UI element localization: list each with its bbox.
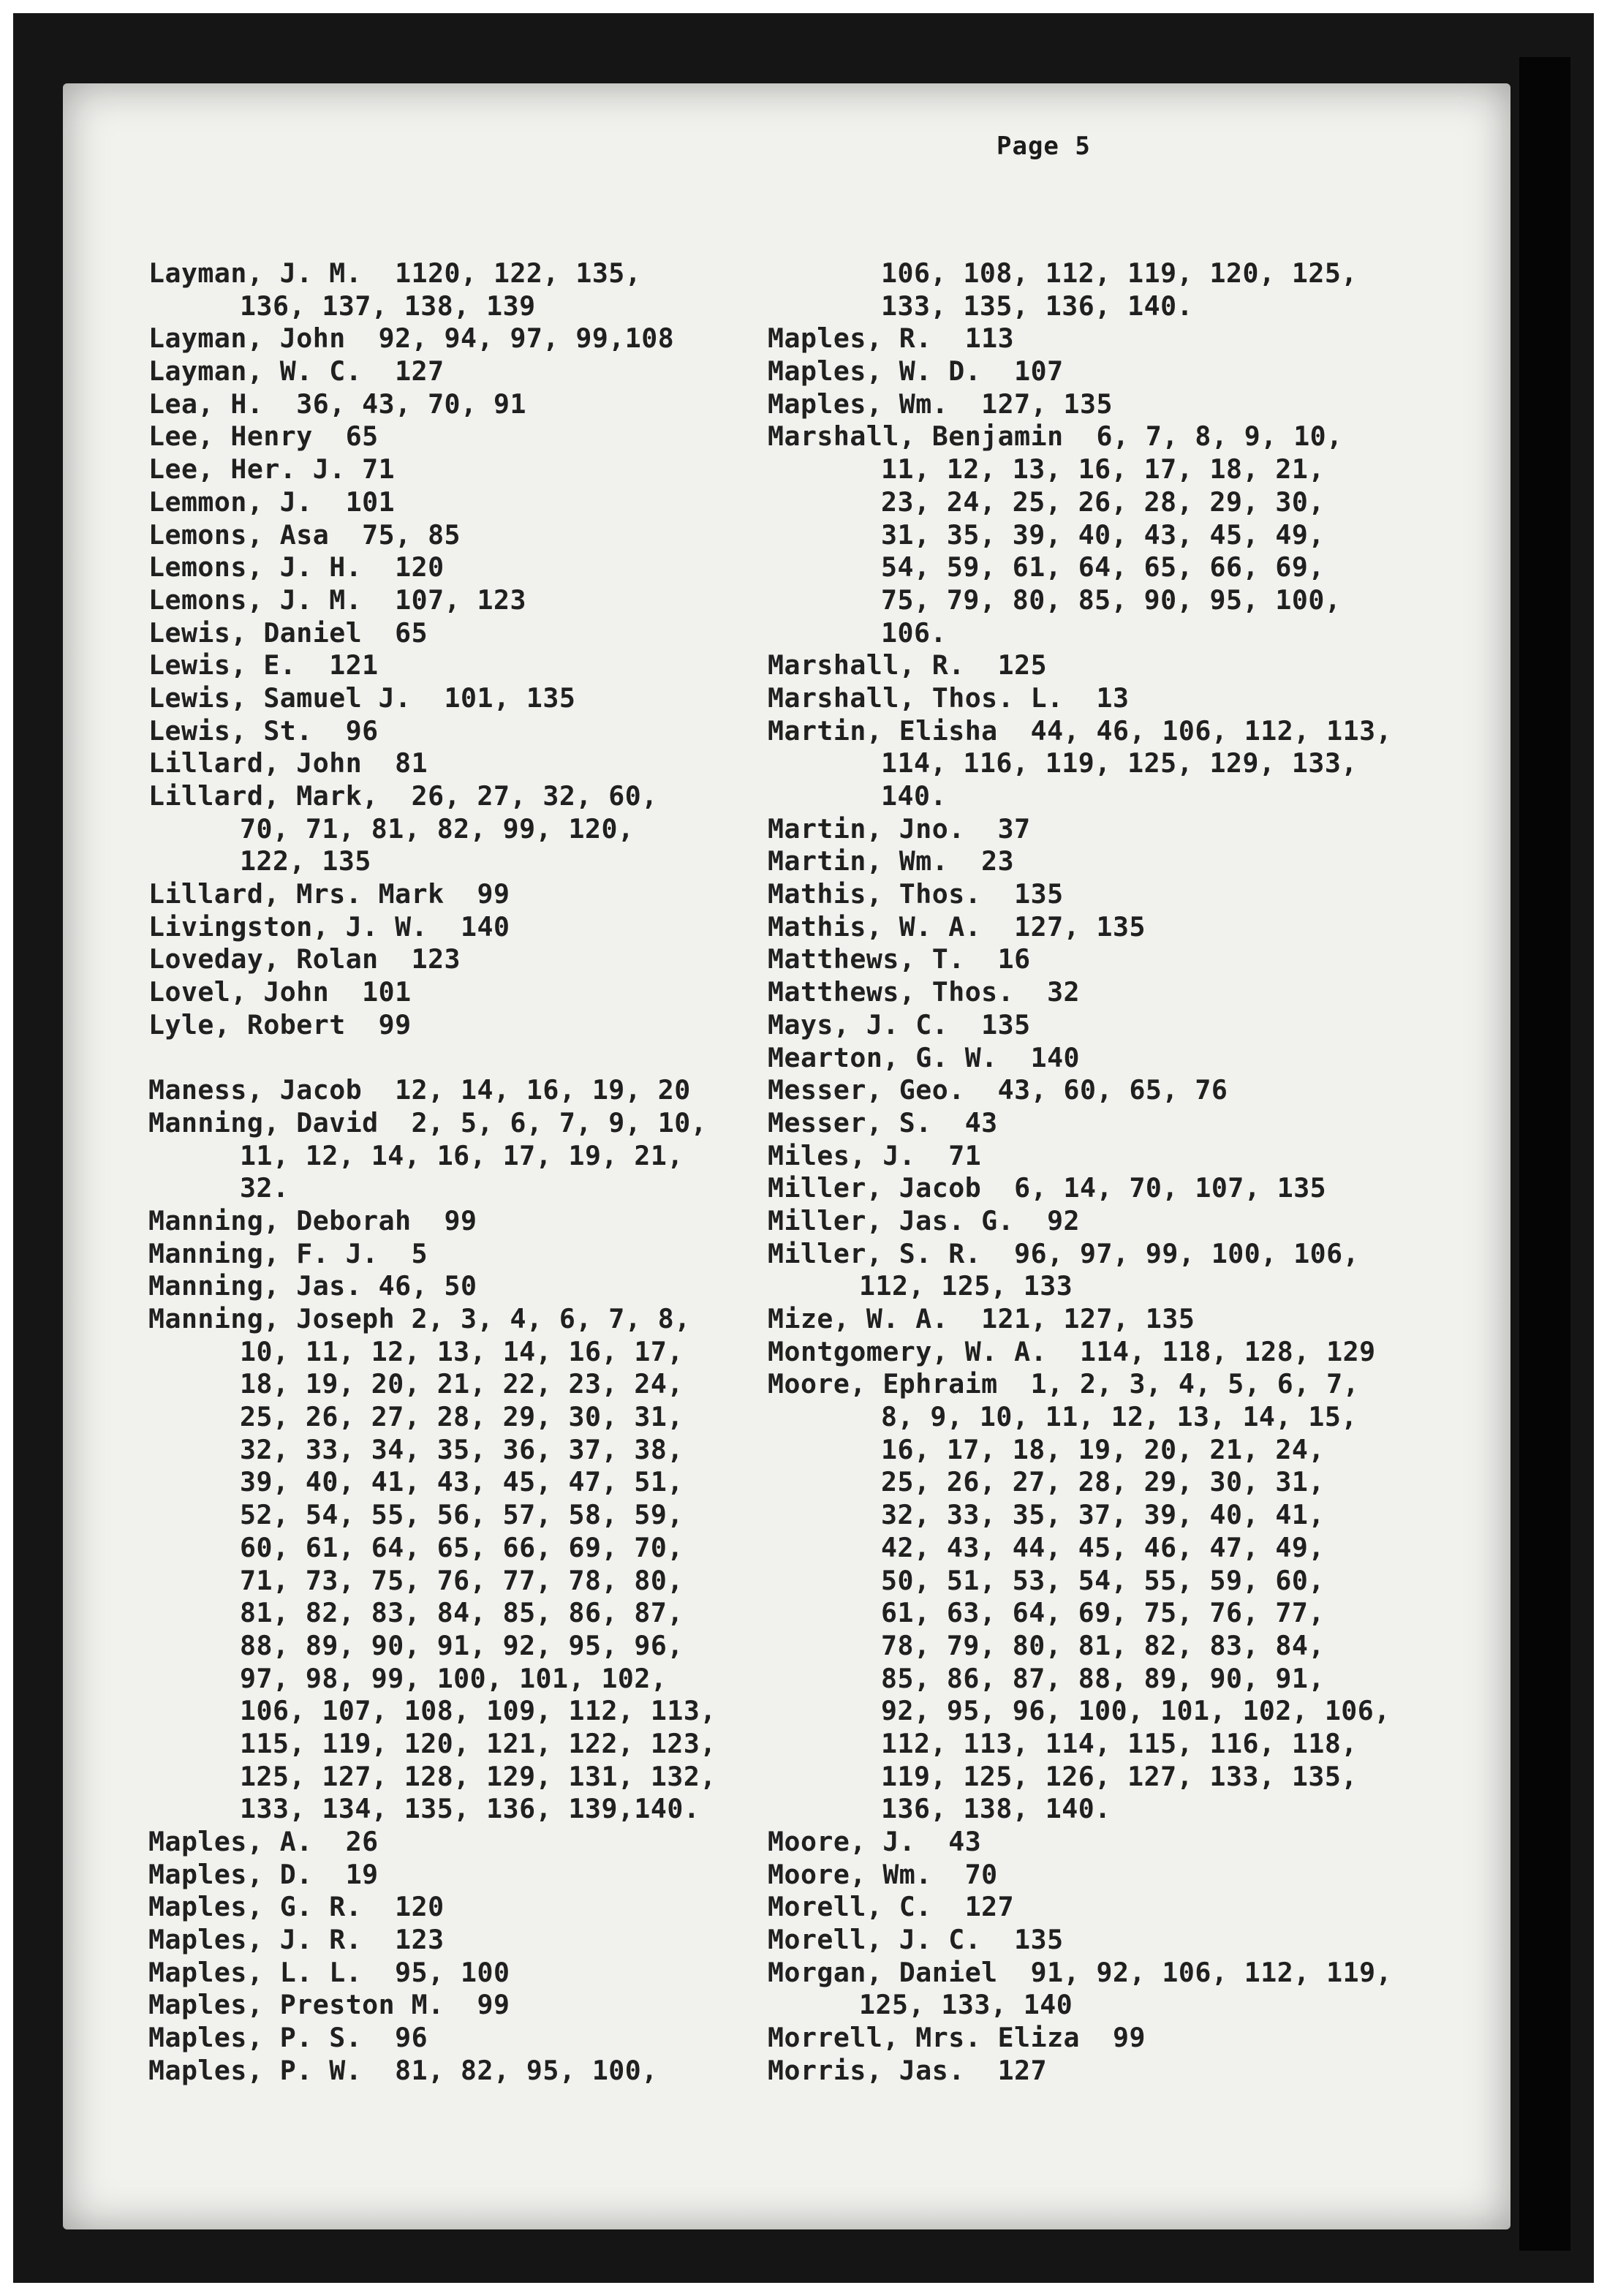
index-entry: Lillard, Mark, 26, 27, 32, 60, [148,780,658,812]
index-entry: Maples, P. W. 81, 82, 95, 100, [148,2054,658,2086]
index-entry: Maness, Jacob 12, 14, 16, 19, 20 [148,1074,691,1106]
index-entry: Layman, W. C. 127 [148,355,445,388]
index-continuation-line: 11, 12, 13, 16, 17, 18, 21, [881,453,1325,486]
index-entry: Moore, Wm. 70 [768,1858,998,1890]
index-continuation-line: 106, 108, 112, 119, 120, 125, [881,257,1358,289]
index-continuation-line: 81, 82, 83, 84, 85, 86, 87, [240,1597,684,1629]
index-continuation-line: 115, 119, 120, 121, 122, 123, [240,1727,716,1759]
index-entry: Manning, F. J. 5 [148,1237,428,1269]
index-continuation-line: 32, 33, 34, 35, 36, 37, 38, [240,1433,684,1465]
index-column-right [768,257,1392,2088]
index-continuation-line: 70, 71, 81, 82, 99, 120, [240,812,635,845]
index-entry: Matthews, T. 16 [768,943,1031,975]
index-continuation-line: 122, 135 [240,845,371,877]
scan-edge-shadow [1519,57,1570,2251]
index-entry: Miller, Jacob 6, 14, 70, 107, 135 [768,1172,1327,1204]
index-entry: Mearton, G. W. 140 [768,1041,1081,1073]
index-entry: Layman, John 92, 94, 97, 99,108 [148,322,675,355]
index-entry: Morgan, Daniel 91, 92, 106, 112, 119, [768,1956,1393,1988]
index-entry: Lovel, John 101 [148,976,412,1008]
index-entry: Martin, Wm. 23 [768,845,1015,877]
index-entry: Maples, L. L. 95, 100 [148,1956,510,1988]
index-continuation-line: 23, 24, 25, 26, 28, 29, 30, [881,486,1325,518]
index-continuation-line: 92, 95, 96, 100, 101, 102, 106, [881,1695,1391,1727]
index-entry: Moore, Ephraim 1, 2, 3, 4, 5, 6, 7, [768,1368,1360,1400]
index-entry: Layman, J. M. 1120, 122, 135, [148,257,642,289]
index-entry: Miller, Jas. G. 92 [768,1204,1081,1236]
index-continuation-line: 50, 51, 53, 54, 55, 59, 60, [881,1564,1325,1596]
index-continuation-line: 112, 125, 133 [859,1270,1073,1302]
index-continuation-line: 125, 133, 140 [859,1989,1073,2021]
index-entry: Lemons, J. H. 120 [148,551,445,584]
index-entry: Maples, Preston M. 99 [148,1989,510,2021]
index-continuation-line: 60, 61, 64, 65, 66, 69, 70, [240,1531,684,1563]
index-continuation-line: 119, 125, 126, 127, 133, 135, [881,1760,1358,1792]
index-entry: Marshall, Thos. L. 13 [768,681,1130,714]
scan-frame [13,13,1594,2283]
index-continuation-line: 114, 116, 119, 125, 129, 133, [881,747,1358,779]
index-continuation-line: 88, 89, 90, 91, 92, 95, 96, [240,1629,684,1661]
index-continuation-line: 16, 17, 18, 19, 20, 21, 24, [881,1433,1325,1465]
index-continuation-line: 106, 107, 108, 109, 112, 113, [240,1695,716,1727]
index-entry: Lewis, Daniel 65 [148,616,428,649]
index-entry: Morris, Jas. 127 [768,2054,1048,2086]
index-entry: Maples, D. 19 [148,1858,379,1890]
index-continuation-line: 136, 137, 138, 139 [240,290,536,322]
index-entry: Manning, David 2, 5, 6, 7, 9, 10, [148,1106,708,1138]
index-continuation-line: 106. [881,616,947,649]
index-entry: Maples, Wm. 127, 135 [768,388,1113,420]
index-entry: Lyle, Robert 99 [148,1008,412,1041]
index-continuation-line: 42, 43, 44, 45, 46, 47, 49, [881,1531,1325,1563]
index-continuation-line: 31, 35, 39, 40, 43, 45, 49, [881,518,1325,551]
index-entry: Maples, W. D. 107 [768,355,1064,388]
index-continuation-line: 25, 26, 27, 28, 29, 30, 31, [881,1466,1325,1498]
index-continuation-line: 54, 59, 61, 64, 65, 66, 69, [881,551,1325,584]
index-entry: Martin, Elisha 44, 46, 106, 112, 113, [768,714,1393,747]
index-entry: Morell, J. C. 135 [768,1924,1064,1956]
index-entry: Lea, H. 36, 43, 70, 91 [148,388,526,420]
index-continuation-line: 39, 40, 41, 43, 45, 47, 51, [240,1466,684,1498]
index-continuation-line: 97, 98, 99, 100, 101, 102, [240,1662,668,1694]
index-continuation-line: 32. [240,1172,290,1204]
index-entry: Livingston, J. W. 140 [148,910,510,943]
section-gap [148,1042,716,1075]
index-continuation-line: 133, 135, 136, 140. [881,290,1194,322]
index-entry: Marshall, R. 125 [768,649,1048,681]
index-entry: Lewis, Samuel J. 101, 135 [148,681,576,714]
index-entry: Maples, G. R. 120 [148,1891,445,1923]
index-continuation-line: 75, 79, 80, 85, 90, 95, 100, [881,584,1342,616]
index-entry: Morrell, Mrs. Eliza 99 [768,2022,1146,2054]
index-entry: Messer, Geo. 43, 60, 65, 76 [768,1074,1228,1106]
index-entry: Martin, Jno. 37 [768,812,1031,845]
index-continuation-line: 133, 134, 135, 136, 139,140. [240,1793,700,1825]
index-continuation-line: 78, 79, 80, 81, 82, 83, 84, [881,1629,1325,1661]
index-continuation-line: 18, 19, 20, 21, 22, 23, 24, [240,1368,684,1400]
index-continuation-line: 112, 113, 114, 115, 116, 118, [881,1727,1358,1759]
index-entry: Lemmon, J. 101 [148,486,396,518]
index-column-left [148,257,716,2088]
index-entry: Lemons, J. M. 107, 123 [148,584,526,616]
index-entry: Manning, Joseph 2, 3, 4, 6, 7, 8, [148,1303,691,1334]
index-entry: Miles, J. 71 [768,1139,982,1171]
index-entry: Lee, Her. J. 71 [148,453,396,486]
index-entry: Manning, Jas. 46, 50 [148,1270,477,1302]
index-entry: Mathis, W. A. 127, 135 [768,910,1146,943]
index-entry: Maples, A. 26 [148,1826,379,1857]
index-entry: Loveday, Rolan 123 [148,943,461,975]
index-entry: Mize, W. A. 121, 127, 135 [768,1303,1195,1334]
index-continuation-line: 125, 127, 128, 129, 131, 132, [240,1760,716,1792]
index-entry: Mays, J. C. 135 [768,1008,1031,1041]
index-entry: Montgomery, W. A. 114, 118, 128, 129 [768,1335,1376,1367]
index-entry: Miller, S. R. 96, 97, 99, 100, 106, [768,1237,1360,1269]
index-entry: Maples, J. R. 123 [148,1924,445,1956]
index-entry: Lillard, Mrs. Mark 99 [148,878,510,910]
index-entry: Lemons, Asa 75, 85 [148,518,461,551]
index-continuation-line: 85, 86, 87, 88, 89, 90, 91, [881,1662,1325,1694]
index-continuation-line: 52, 54, 55, 56, 57, 58, 59, [240,1499,684,1531]
index-entry: Maples, R. 113 [768,322,1015,355]
index-entry: Lee, Henry 65 [148,420,379,453]
index-continuation-line: 61, 63, 64, 69, 75, 76, 77, [881,1597,1325,1629]
index-entry: Marshall, Benjamin 6, 7, 8, 9, 10, [768,420,1343,453]
index-entry: Messer, S. 43 [768,1106,998,1138]
index-entry: Morell, C. 127 [768,1891,1015,1923]
index-continuation-line: 8, 9, 10, 11, 12, 13, 14, 15, [881,1401,1358,1433]
index-continuation-line: 32, 33, 35, 37, 39, 40, 41, [881,1499,1325,1531]
index-continuation-line: 25, 26, 27, 28, 29, 30, 31, [240,1401,684,1433]
index-entry: Manning, Deborah 99 [148,1204,477,1236]
index-entry: Matthews, Thos. 32 [768,976,1081,1008]
index-entry: Mathis, Thos. 135 [768,878,1064,910]
index-continuation-line: 11, 12, 14, 16, 17, 19, 21, [240,1139,684,1171]
index-entry: Maples, P. S. 96 [148,2022,428,2054]
index-continuation-line: 140. [881,780,947,812]
index-continuation-line: 10, 11, 12, 13, 14, 16, 17, [240,1335,684,1367]
index-continuation-line: 71, 73, 75, 76, 77, 78, 80, [240,1564,684,1596]
index-entry: Moore, J. 43 [768,1826,982,1857]
page-number: Page 5 [997,132,1091,161]
index-continuation-line: 136, 138, 140. [881,1793,1111,1825]
index-entry: Lewis, St. 96 [148,714,379,747]
index-entry: Lewis, E. 121 [148,649,379,681]
index-entry: Lillard, John 81 [148,747,428,779]
